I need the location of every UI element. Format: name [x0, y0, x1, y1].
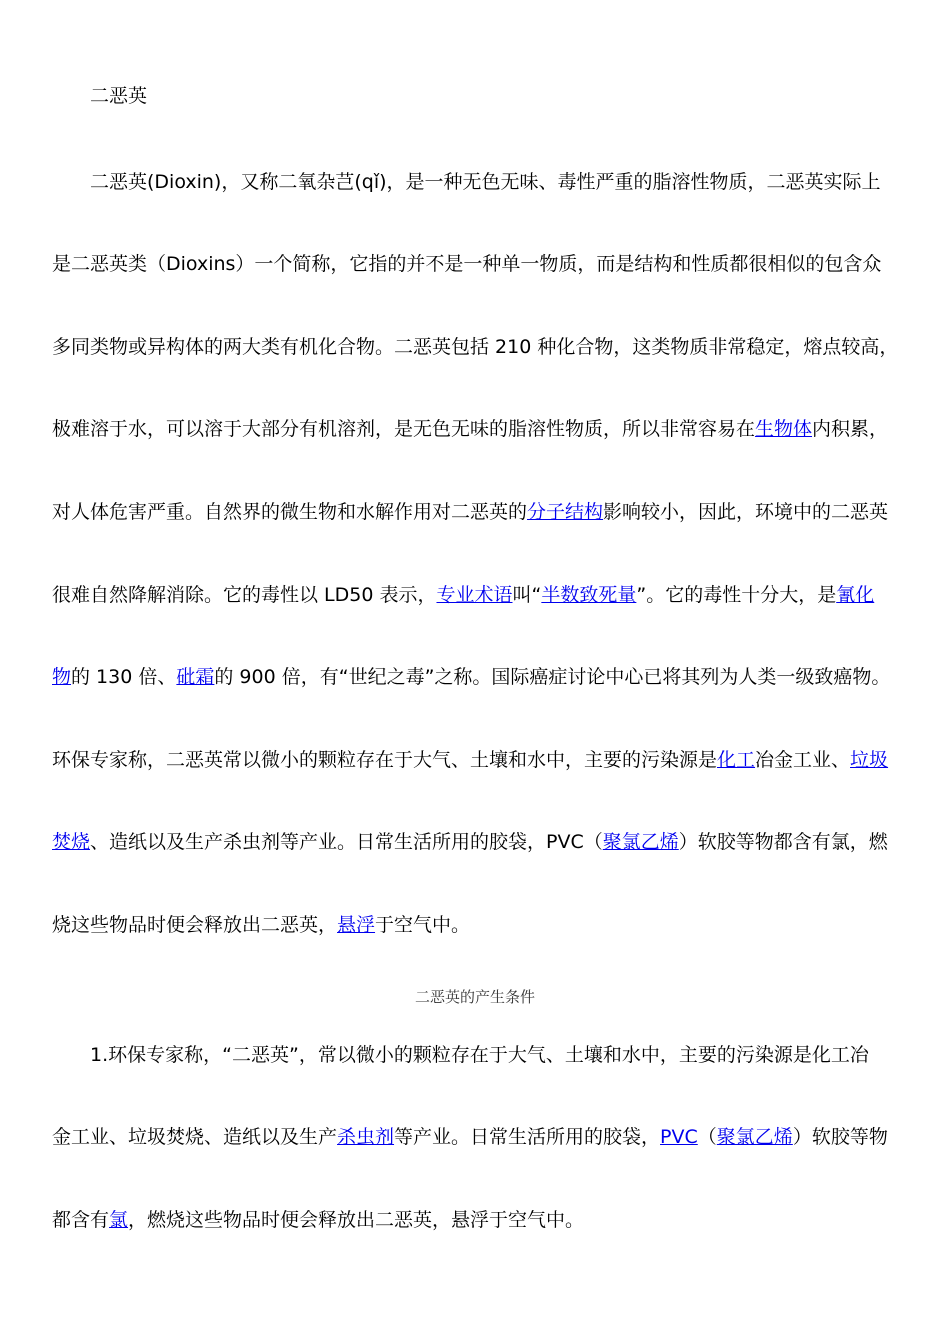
text-segment: 影响较小，因此，环境中的二恶英	[603, 501, 889, 523]
text-segment: 的 900 倍，有“世纪之毒”之称。国际癌症讨论中心已将其列为人类一级致癌物。	[214, 666, 891, 688]
paragraph2-line1: 1.环保专家称，“二恶英”，常以微小的颗粒存在于大气、土壤和水中，主要的污染源是化工冶	[90, 1044, 869, 1066]
text-segment: 、造纸以及生产杀虫剂等产业。日常生活所用的胶袋，PVC（	[90, 831, 603, 853]
link-garbage-part2[interactable]: 焚烧	[52, 831, 91, 853]
paragraph1-line10	[52, 913, 470, 937]
text-segment: 都含有	[52, 1209, 110, 1231]
link-pvc-polymer[interactable]: 聚氯乙烯	[602, 831, 679, 853]
link-median-lethal-dose[interactable]: 半数致死量	[541, 584, 637, 606]
link-cyanide-part1[interactable]: 氰化	[836, 584, 875, 606]
document-title: 二恶英	[90, 85, 148, 107]
link-chemical-industry[interactable]: 化工	[717, 749, 756, 771]
link-molecular-structure[interactable]: 分子结构	[527, 501, 604, 523]
text-segment: ）软胶等物都含有氯，燃	[678, 831, 888, 853]
link-technical-term[interactable]: 专业术语	[436, 584, 513, 606]
paragraph1-line2: 是二恶英类（Dioxins）一个简称，它指的并不是一种单一物质，而是结构和性质都很相似的包含众	[52, 253, 882, 275]
paragraph1-line5	[52, 500, 888, 524]
text-segment: 于空气中。	[375, 914, 471, 936]
text-segment: 冶金工业、	[755, 749, 851, 771]
paragraph1-line3: 多同类物或异构体的两大类有机化合物。二恶英包括 210 种化合物，这类物质非常稳定，熔点较高，	[52, 336, 899, 358]
text-segment: 金工业、垃圾焚烧、造纸以及生产	[52, 1126, 338, 1148]
paragraph1-line9	[52, 830, 888, 854]
text-segment: 叫“	[512, 584, 542, 606]
text-segment: 内积累，	[812, 418, 889, 440]
link-suspended[interactable]: 悬浮	[337, 914, 376, 936]
link-polyvinyl-chloride[interactable]: 聚氯乙烯	[716, 1126, 793, 1148]
link-chlorine[interactable]: 氯	[109, 1209, 129, 1231]
link-garbage-part1[interactable]: 垃圾	[850, 749, 889, 771]
text-segment: ，燃烧这些物品时便会释放出二恶英，悬浮于空气中。	[128, 1209, 585, 1231]
paragraph1-line8	[52, 748, 888, 772]
link-arsenic[interactable]: 砒霜	[176, 666, 215, 688]
text-segment: 等产业。日常生活所用的胶袋，	[394, 1126, 661, 1148]
link-organism[interactable]: 生物体	[755, 418, 813, 440]
text-segment: 很难自然降解消除。它的毒性以 LD50 表示，	[52, 584, 437, 606]
text-segment: ）软胶等物	[792, 1126, 888, 1148]
link-cyanide-part2[interactable]: 物	[52, 666, 72, 688]
paragraph1-line4	[52, 417, 888, 441]
text-segment: （	[697, 1126, 717, 1148]
paragraph1-line1: 二恶英(Dioxin)，又称二氧杂芑(qǐ)，是一种无色无味、毒性严重的脂溶性物质，二恶英实际上	[90, 171, 881, 193]
text-segment: ”。它的毒性十分大，是	[636, 584, 837, 606]
paragraph2-line2	[52, 1125, 888, 1149]
link-pvc[interactable]: PVC	[660, 1126, 698, 1148]
section-title: 二恶英的产生条件	[414, 988, 535, 1006]
paragraph2-line3	[52, 1208, 584, 1232]
text-segment: 极难溶于水，可以溶于大部分有机溶剂，是无色无味的脂溶性物质，所以非常容易在	[52, 418, 756, 440]
text-segment: 的 130 倍、	[71, 666, 177, 688]
paragraph1-line6	[52, 583, 874, 607]
text-segment: 环保专家称，二恶英常以微小的颗粒存在于大气、土壤和水中，主要的污染源是	[52, 749, 718, 771]
paragraph1-line7	[52, 665, 890, 689]
link-pesticide[interactable]: 杀虫剂	[337, 1126, 395, 1148]
text-segment: 烧这些物品时便会释放出二恶英，	[52, 914, 338, 936]
text-segment: 对人体危害严重。自然界的微生物和水解作用对二恶英的	[52, 501, 528, 523]
